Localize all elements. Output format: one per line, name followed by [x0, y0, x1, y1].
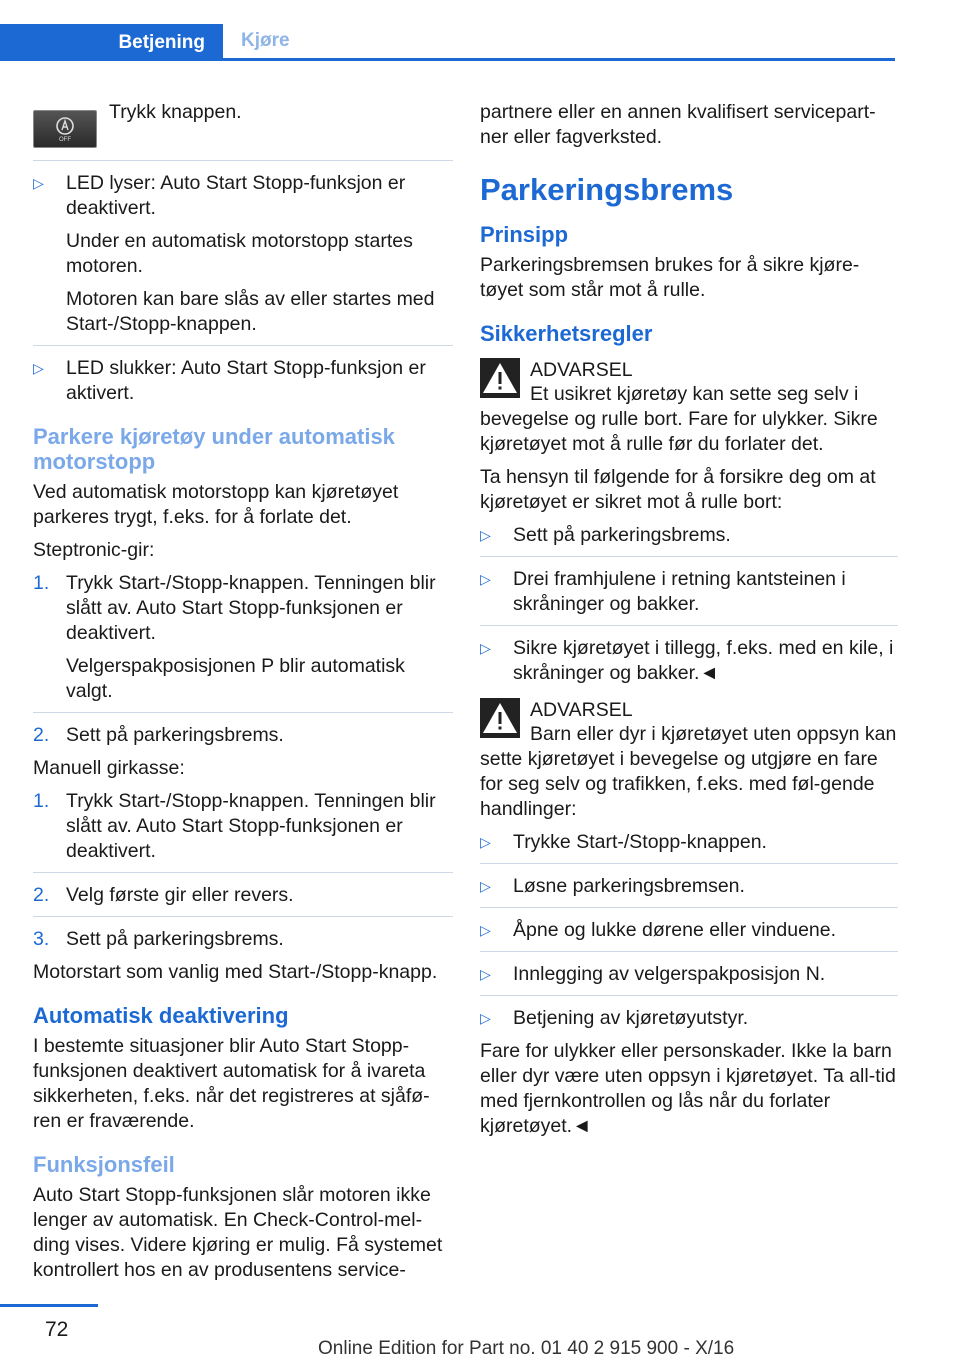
triangle-bullet-icon: ▷ — [480, 640, 491, 656]
numbered-item — [33, 789, 453, 864]
bullet-text: Trykke Start-/Stopp-knappen. — [513, 831, 767, 853]
heading-parkere: Parkere kjøretøy under automatisk motorstopp — [33, 424, 395, 474]
heading-funksjonsfeil: Funksjonsfeil — [33, 1152, 175, 1177]
bullet-text: Sett på parkeringsbrems. — [513, 524, 731, 546]
bullet-item — [480, 1006, 898, 1031]
bullet-item — [480, 874, 898, 899]
item-number: 2. — [33, 724, 50, 746]
heading-prinsipp: Prinsipp — [480, 222, 569, 247]
chapter-tabbar — [0, 24, 895, 61]
divider — [33, 160, 453, 161]
triangle-bullet-icon: ▷ — [480, 1010, 491, 1026]
bullet-item — [480, 523, 898, 548]
warning-text: Et usikret kjøretøy kan sette seg selv i bevegelse og rulle bort. Fare for ulykker. Sikre kjøretøyet mot å rulle før du forlater det. — [480, 383, 878, 455]
paragraph: Ved automatisk motorstopp kan kjøretøyet parkeres trygt, f.eks. for å forlate det. — [33, 481, 399, 528]
warning-block — [480, 698, 898, 746]
paragraph: I bestemte situasjoner blir Auto Start Stopp-funksjonen deaktivert automatisk for å ivareta sikkerheten, f.eks. når det registreres at sjåfø-ren er fraværende. — [33, 1035, 430, 1132]
paragraph: Fare for ulykker eller personskader. Ikke la barn eller dyr være uten oppsyn i kjøretøyet. Ta all-tid med fjernkontrollen og lås når du forlater kjøretøyet.◄ — [480, 1040, 896, 1137]
paragraph: Auto Start Stopp-funksjonen slår motoren ikke lenger av automatisk. En Check-Control-mel-ding vises. Videre kjøring er mulig. Få systemet kontrollert hos en av produsentens service- — [33, 1184, 443, 1281]
left-column — [33, 100, 453, 1291]
tab-betjening[interactable]: Betjening — [0, 24, 223, 61]
item-number: 1. — [33, 572, 50, 594]
bullet-text: LED lyser: Auto Start Stopp-funksjon er deaktivert. — [66, 172, 406, 219]
footer-rule — [0, 1304, 98, 1307]
divider — [480, 625, 898, 626]
bullet-subtext: Under en automatisk motorstopp startes motoren. — [66, 230, 413, 277]
header-rule — [0, 58, 895, 61]
edition-footer: Online Edition for Part no. 01 40 2 915 900 - X/16 — [318, 1338, 735, 1359]
triangle-bullet-icon: ▷ — [33, 360, 44, 376]
triangle-bullet-icon: ▷ — [480, 527, 491, 543]
paragraph: Parkeringsbremsen brukes for å sikre kjøre-tøyet som står mot å rulle. — [480, 254, 860, 301]
heading-automatisk-deaktivering: Automatisk deaktivering — [33, 1003, 289, 1028]
divider — [480, 995, 898, 996]
bullet-text: Innlegging av velgerspakposisjon N. — [513, 963, 826, 985]
item-number: 3. — [33, 928, 50, 950]
bullet-item — [480, 918, 898, 943]
auto-start-stop-button-icon — [33, 110, 97, 148]
warning-title: ADVARSEL — [530, 359, 633, 381]
numbered-item — [33, 723, 453, 748]
item-number: 2. — [33, 884, 50, 906]
triangle-bullet-icon: ▷ — [33, 175, 44, 191]
numbered-item — [33, 883, 453, 908]
heading-sikkerhetsregler: Sikkerhetsregler — [480, 321, 653, 346]
divider — [33, 872, 453, 873]
paragraph: Steptronic-gir: — [33, 539, 155, 561]
bullet-text: Betjening av kjøretøyutstyr. — [513, 1007, 749, 1029]
bullet-text: LED slukker: Auto Start Stopp-funksjon er aktivert. — [66, 357, 426, 404]
paragraph: partnere eller en annen kvalifisert servicepart-ner eller fagverksted. — [480, 101, 876, 148]
paragraph: Manuell girkasse: — [33, 757, 185, 779]
bullet-item — [480, 962, 898, 987]
paragraph: Ta hensyn til følgende for å forsikre deg om at kjøretøyet er sikret mot å rulle bort: — [480, 466, 876, 513]
tab-kjore[interactable]: Kjøre — [241, 30, 290, 51]
item-text: Sett på parkeringsbrems. — [66, 928, 284, 950]
bullet-item — [480, 830, 898, 855]
bullet-text: Løsne parkeringsbremsen. — [513, 875, 745, 897]
divider — [480, 863, 898, 864]
item-number: 1. — [33, 790, 50, 812]
item-text: Velg første gir eller revers. — [66, 884, 294, 906]
warning-title: ADVARSEL — [530, 699, 633, 721]
triangle-bullet-icon: ▷ — [480, 571, 491, 587]
divider — [480, 951, 898, 952]
triangle-bullet-icon: ▷ — [480, 878, 491, 894]
bullet-item — [480, 636, 898, 686]
bullet-text: Åpne og lukke dørene eller vinduene. — [513, 919, 837, 941]
button-icon-label: OFF — [59, 137, 71, 143]
heading-parkeringsbrems: Parkeringsbrems — [480, 172, 734, 207]
paragraph: Motorstart som vanlig med Start-/Stopp-knapp. — [33, 961, 438, 983]
divider — [33, 712, 453, 713]
bullet-subtext: Motoren kan bare slås av eller startes med Start-/Stopp-knappen. — [66, 288, 435, 335]
warning-block — [480, 358, 898, 406]
divider — [33, 916, 453, 917]
bullet-text: Drei framhjulene i retning kantsteinen i skråninger og bakker. — [513, 568, 846, 615]
item-text: Trykk Start-/Stopp-knappen. Tenningen blir slått av. Auto Start Stopp-funksjonen er deaktivert. — [66, 790, 436, 862]
divider — [480, 907, 898, 908]
bullet-text: Sikre kjøretøyet i tillegg, f.eks. med en kile, i skråninger og bakker.◄ — [513, 637, 894, 684]
warning-triangle-icon — [480, 698, 520, 738]
divider — [33, 345, 453, 346]
bullet-item — [480, 567, 898, 617]
item-text: Trykk Start-/Stopp-knappen. Tenningen blir slått av. Auto Start Stopp-funksjonen er deaktivert. — [66, 572, 436, 644]
button-instruction — [33, 100, 453, 148]
button-caption: Trykk knappen. — [109, 101, 242, 123]
item-subtext: Velgerspakposisjonen P blir automatisk valgt. — [66, 655, 405, 702]
page-number: 72 — [45, 1318, 69, 1341]
bullet-item — [33, 171, 453, 337]
triangle-bullet-icon: ▷ — [480, 966, 491, 982]
bullet-item — [33, 356, 453, 406]
numbered-item — [33, 927, 453, 952]
numbered-item — [33, 571, 453, 704]
divider — [480, 556, 898, 557]
triangle-bullet-icon: ▷ — [480, 834, 491, 850]
right-column — [480, 100, 898, 1147]
item-text: Sett på parkeringsbrems. — [66, 724, 284, 746]
warning-triangle-icon — [480, 358, 520, 398]
warning-text: Barn eller dyr i kjøretøyet uten oppsyn kan sette kjøretøyet i bevegelse og utgjøre en fare for seg selv og trafikken, f.eks. med føl-gende handlinger: — [480, 723, 897, 820]
triangle-bullet-icon: ▷ — [480, 922, 491, 938]
